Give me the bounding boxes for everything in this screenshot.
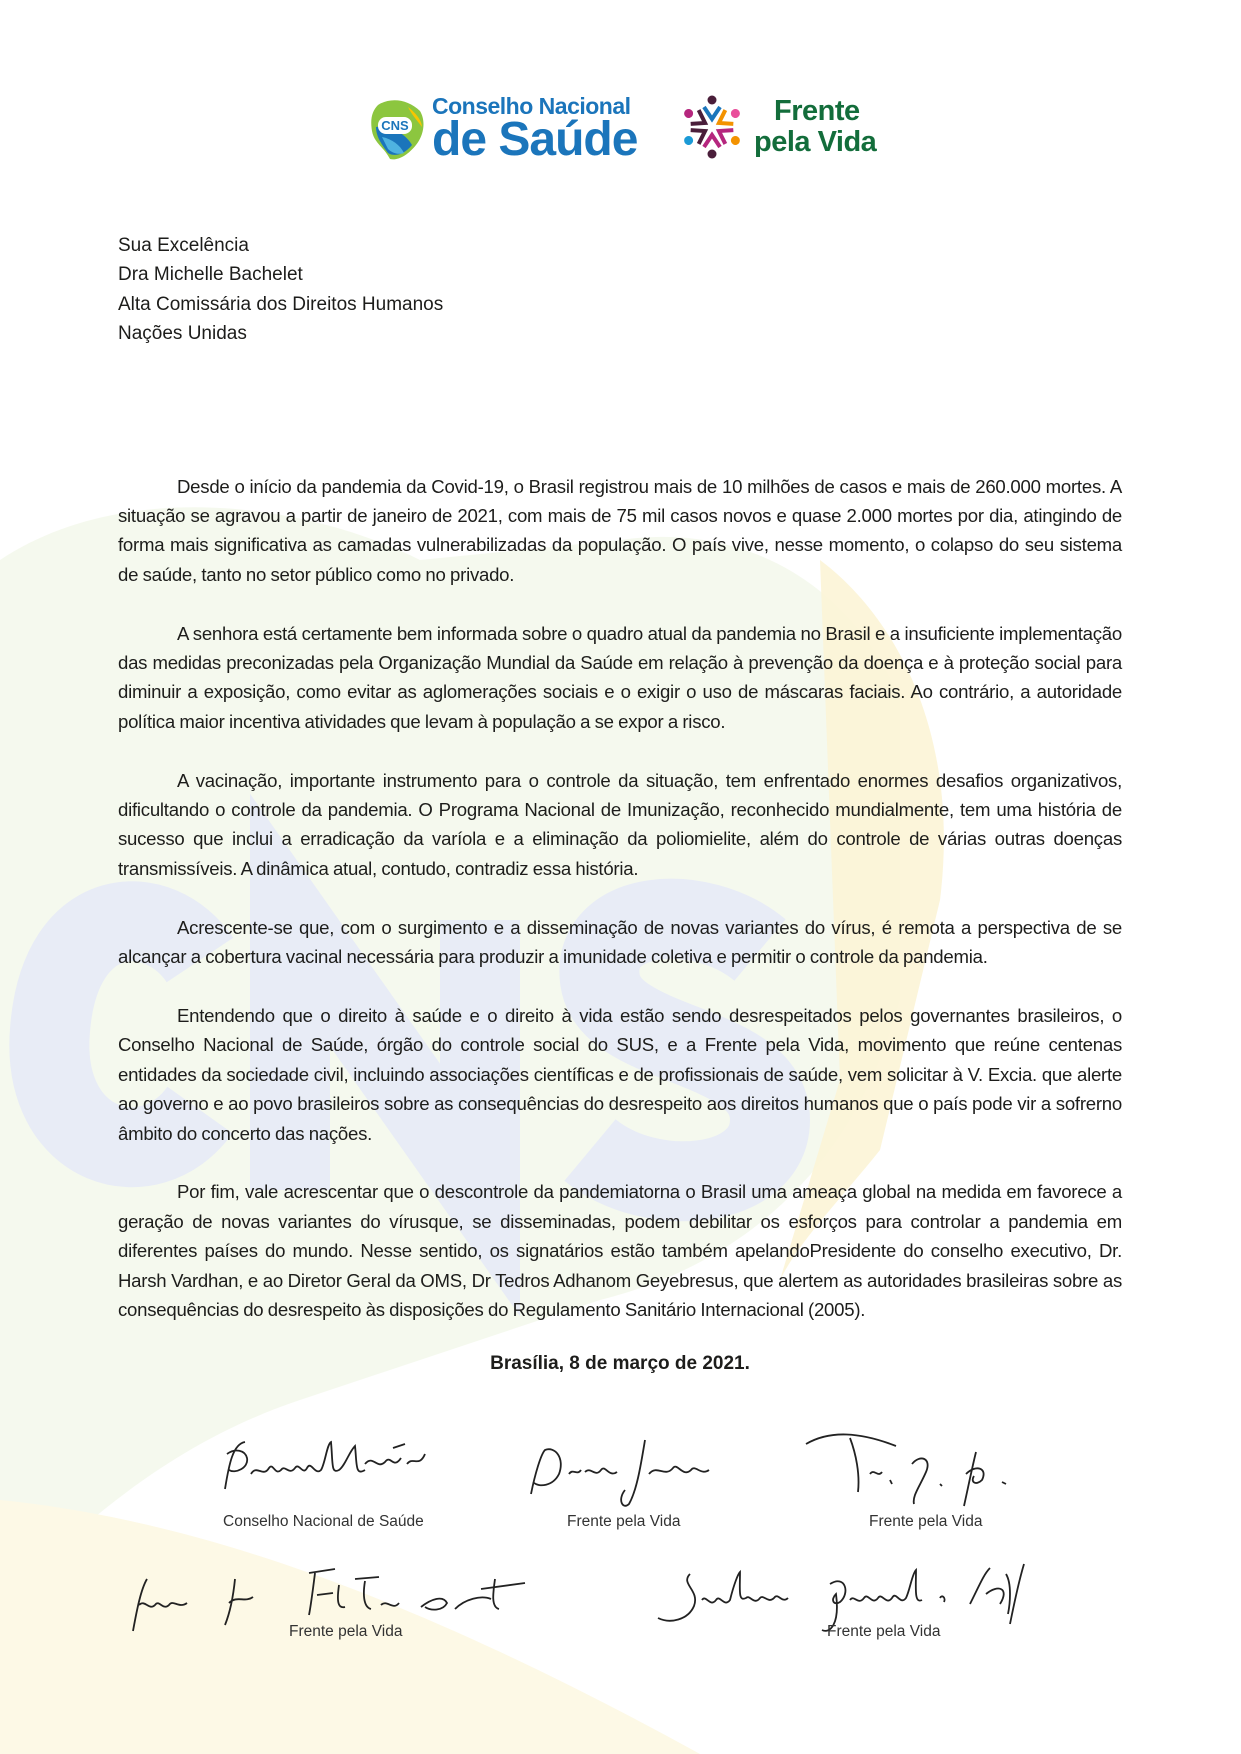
brazil-map-icon bbox=[368, 97, 426, 163]
paragraph: Desde o início da pandemia da Covid-19, o Brasil registrou mais de 10 milhões de casos e mais de 260.000 mortes. A situação se agravou a partir de janeiro de 2021, com mais de 75 mil casos novos e quase 2.000 mortes por dia, atingindo de forma mais significativa as camadas vulnerabilizadas da população. O país vive, nesse momento, o colapso do seu sistema de saúde, tanto no setor público como no privado. bbox=[118, 475, 1122, 585]
signature-label: Frente pela Vida bbox=[289, 1623, 403, 1641]
paragraph: Por fim, vale acrescentar que o descontrole da pandemiatorna o Brasil uma ameaça global na medida em favorece a geração de novas variantes do vírusque, se disseminadas, podem debilitar os esforços para controlar a pandemia em diferentes países do mundo. Nesse sentido, os signatários estão também apelandoPresidente do conselho executivo, Dr. Harsh Vardhan, e ao Diretor Geral da OMS, Dr Tedros Adhanom Geyebresus, que alertem as autoridades brasileiras sobre as consequências do desrespeito às disposições do Regulamento Sanitário Internacional (2005). bbox=[118, 1181, 1122, 1320]
paragraph: A vacinação, importante instrumento para o controle da situação, tem enfrentado enormes desafios organizativos, dificultando o controle da pandemia. O Programa Nacional de Imunização, reconhecido mundialmente, tem uma história de sucesso que inclui a erradicação da varíola e a eliminação da poliomielite, além do controle de várias outras doenças transmissíveis. A dinâmica atual, contudo, contradiz essa história. bbox=[118, 769, 1122, 879]
signature-2 bbox=[525, 1434, 735, 1514]
recipient-line: Dra Michelle Bachelet bbox=[118, 264, 303, 286]
cns-logo-line1: Conselho Nacional bbox=[432, 93, 631, 119]
cns-logo-line2: de Saúde bbox=[432, 113, 638, 166]
date-line: Brasília, 8 de março de 2021. bbox=[490, 1353, 750, 1375]
recipient-line: Alta Comissária dos Direitos Humanos bbox=[118, 293, 444, 315]
paragraph: A senhora está certamente bem informada sobre o quadro atual da pandemia no Brasil e a insuficiente implementação das medidas preconizadas pela Organização Mundial da Saúde em relação à prevenção da doença e à proteção social para diminuir a exposição, como evitar as aglomerações sociais e o exigir o uso de máscaras faciais. Ao contrário, a autoridade política maior incentiva atividades que levam à população a se expor a risco. bbox=[118, 622, 1122, 732]
signature-label: Frente pela Vida bbox=[567, 1513, 681, 1531]
cns-badge-text: CNS bbox=[381, 117, 409, 133]
cns-logo bbox=[368, 95, 637, 164]
signature-label: Frente pela Vida bbox=[827, 1623, 941, 1641]
signature-3 bbox=[800, 1424, 1060, 1514]
letter bbox=[118, 231, 1122, 1649]
signature-label: Frente pela Vida bbox=[869, 1513, 983, 1531]
recipient-line: Nações Unidas bbox=[118, 323, 247, 345]
fpv-logo-line1: Frente bbox=[774, 95, 860, 127]
recipient-line: Sua Excelência bbox=[118, 235, 249, 256]
people-circle-icon bbox=[680, 95, 744, 159]
header-logos bbox=[368, 95, 1008, 165]
signature-label: Conselho Nacional de Saúde bbox=[223, 1513, 424, 1531]
recipient-block bbox=[118, 231, 1122, 349]
paragraph: Acrescente-se que, com o surgimento e a disseminação de novas variantes do vírus, é remota a perspectiva de se alcançar a cobertura vacinal necessária para produzir a imunidade coletiva e permitir o controle da pandemia. bbox=[118, 916, 1122, 968]
fpv-logo-line2: pela Vida bbox=[754, 126, 877, 158]
letter-body bbox=[118, 472, 1122, 1325]
frente-pela-vida-logo bbox=[680, 95, 876, 159]
signature-1 bbox=[215, 1434, 435, 1504]
paragraph: Entendendo que o direito à saúde e o direito à vida estão sendo desrespeitados pelos governantes brasileiros, o Conselho Nacional de Saúde, órgão do controle social do SUS, e a Frente pela Vida, movimento que reúne centenas entidades da sociedade civil, incluindo associações científicas e de profissionais de saúde, vem solicitar à V. Excia. que alerte ao governo e ao povo brasileiros sobre as consequências do desrespeito aos direitos humanos que o país pode vir a sofrerno âmbito do concerto das nações. bbox=[118, 1004, 1122, 1144]
signatures-block bbox=[0, 1434, 1123, 1649]
